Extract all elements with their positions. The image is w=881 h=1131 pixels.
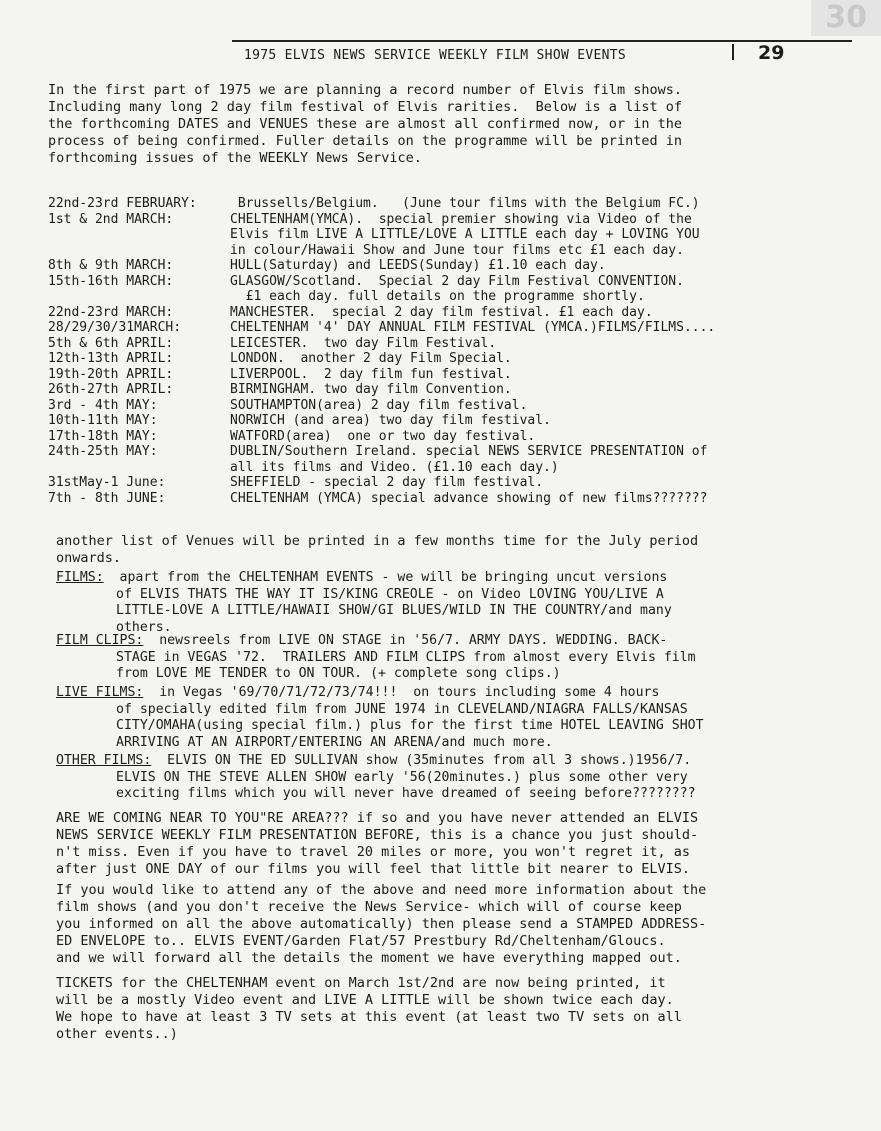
- films-first-line: apart from the CHELTENHAM EVENTS - we will be bringing uncut versions: [103, 570, 668, 585]
- other-films-label: OTHER FILMS:: [56, 753, 152, 768]
- live-films-first-line: in Vegas '69/70/71/72/73/74!!! on tours including some 4 hours: [143, 685, 660, 700]
- schedule-venue: BIRMINGHAM. two day film Convention.: [230, 382, 512, 397]
- schedule-date: 5th & 6th APRIL:: [48, 335, 174, 351]
- schedule-row: [48, 382, 715, 398]
- schedule-date: 17th-18th MAY:: [48, 428, 158, 444]
- other-films-section: [56, 753, 696, 803]
- schedule-date: 19th-20th APRIL:: [48, 366, 174, 382]
- schedule-date: 28/29/30/31MARCH:: [48, 320, 182, 335]
- schedule-date: 7th - 8th JUNE:: [48, 490, 166, 506]
- schedule-row: [48, 444, 715, 460]
- schedule-row: [48, 398, 715, 414]
- schedule-date: 22nd-23rd MARCH:: [48, 304, 174, 320]
- schedule-date: [48, 460, 230, 476]
- schedule-venue: CHELTENHAM '4' DAY ANNUAL FILM FESTIVAL (YMCA.)FILMS/FILMS....: [230, 320, 716, 335]
- tickets-paragraph: TICKETS for the CHELTENHAM event on March 1st/2nd are now being printed, it will be a mostly Video event and LIVE A LITTLE will be shown twice each day. We hope to have at least 3 TV sets at this event (at least two TV sets on all other events..): [56, 975, 682, 1042]
- films-label: FILMS:: [56, 570, 104, 585]
- schedule-date: 24th-25th MAY:: [48, 444, 158, 459]
- schedule-venue: MANCHESTER. special 2 day film festival. £1 each day.: [230, 304, 653, 320]
- film-clips-label: FILM CLIPS:: [56, 633, 144, 648]
- schedule-venue: in colour/Hawaii Show and June tour films etc £1 each day.: [230, 242, 684, 258]
- other-films-body: ELVIS ON THE STEVE ALLEN SHOW early '56(20minutes.) plus some other very exciting films which you will never have dreamed of seeing before????????: [116, 769, 696, 801]
- schedule-date: 15th-16th MARCH:: [48, 273, 174, 289]
- schedule-venue: HULL(Saturday) and LEEDS(Sunday) £1.10 each day.: [230, 258, 606, 273]
- schedule-date: 3rd - 4th MAY:: [48, 397, 158, 413]
- films-section: [56, 570, 672, 636]
- schedule-venue: DUBLIN/Southern Ireland. special NEWS SERVICE PRESENTATION of: [230, 444, 708, 459]
- schedule-venue: LIVERPOOL. 2 day film fun festival.: [230, 366, 512, 382]
- schedule-row: [48, 274, 715, 290]
- live-films-body: of specially edited film from JUNE 1974 in CLEVELAND/NIAGRA FALLS/KANSAS CITY/OMAHA(using special film.) plus for the first time HOTEL LEAVING SHOT ARRIVING AT AN AIRPORT/ENTERING AN ARENA/and much more.: [116, 701, 704, 750]
- schedule-date: 22nd-23rd FEBRUARY:: [48, 196, 197, 211]
- schedule-venue: WATFORD(area) one or two day festival.: [230, 428, 536, 444]
- schedule-row: [48, 212, 715, 228]
- page-number: 29: [758, 42, 785, 64]
- schedule-row: [48, 289, 715, 305]
- schedule-venue: GLASGOW/Scotland. Special 2 day Film Festival CONVENTION.: [230, 273, 684, 289]
- schedule-row: [48, 367, 715, 383]
- onwards-paragraph: another list of Venues will be printed in a few months time for the July period onwards.: [56, 533, 699, 566]
- schedule-venue: CHELTENHAM (YMCA) special advance showing of new films???????: [230, 490, 708, 506]
- schedule-venue: all its films and Video. (£1.10 each day.): [230, 459, 559, 475]
- schedule-date: [48, 243, 230, 259]
- attend-paragraph: If you would like to attend any of the above and need more information about the film shows (and you don't receive the News Service- which will of course keep you informed on all the above automatically) then please send a STAMPED ADDRESS- ED ENVELOPE to.. ELVIS EVENT/Garden Flat/57 Prestbury Rd/Cheltenham/Gloucs. and we will forward all the details the moment we have everything mapped out.: [56, 882, 707, 966]
- intro-paragraph: In the first part of 1975 we are planning a record number of Elvis film shows. Including many long 2 day film festival of Elvis rarities. Below is a list of the forthcoming DATES and VENUES these are almost all confirmed now, or in the process of being confirmed. Fuller details on the programme will be printed in forthcoming issues of the WEEKLY News Service.: [48, 82, 682, 166]
- schedule-row: [48, 336, 715, 352]
- schedule-row: [48, 351, 715, 367]
- schedule-row: [48, 196, 715, 212]
- adjacent-page-number: 30: [825, 0, 867, 35]
- schedule-row: [48, 227, 715, 243]
- schedule-venue: £1 each day. full details on the programme shortly.: [230, 289, 645, 304]
- schedule-date: 8th & 9th MARCH:: [48, 258, 174, 273]
- near-you-paragraph: ARE WE COMING NEAR TO YOU"RE AREA??? if so and you have never attended an ELVIS NEWS SERVICE WEEKLY FILM PRESENTATION BEFORE, this is a chance you just should- n't miss. Even if you have to travel 20 miles or more, you won't regret it, as after just ONE DAY of our films you will feel that little bit nearer to ELVIS.: [56, 810, 699, 877]
- schedule-list: [48, 196, 715, 506]
- page-header: [232, 40, 852, 72]
- schedule-venue: LONDON. another 2 day Film Special.: [230, 351, 512, 366]
- schedule-row: [48, 491, 715, 507]
- schedule-row: [48, 243, 715, 259]
- schedule-venue: LEICESTER. two day Film Festival.: [230, 335, 497, 351]
- schedule-date: [48, 227, 230, 243]
- schedule-date: 10th-11th MAY:: [48, 413, 158, 428]
- schedule-row: [48, 320, 715, 336]
- schedule-row: [48, 475, 715, 491]
- schedule-venue: Brussells/Belgium. (June tour films with the Belgium FC.): [230, 196, 700, 211]
- film-clips-body: STAGE in VEGAS '72. TRAILERS AND FILM CLIPS from almost every Elvis film from LOVE ME TENDER to ON TOUR. (+ complete song clips.): [116, 649, 696, 681]
- live-films-label: LIVE FILMS:: [56, 685, 144, 700]
- other-films-first-line: ELVIS ON THE ED SULLIVAN show (35minutes from all 3 shows.)1956/7.: [151, 753, 692, 768]
- film-clips-section: [56, 633, 696, 683]
- schedule-date: 26th-27th APRIL:: [48, 382, 174, 397]
- schedule-date: 1st & 2nd MARCH:: [48, 211, 174, 227]
- header-title: 1975 ELVIS NEWS SERVICE WEEKLY FILM SHOW EVENTS: [244, 48, 626, 63]
- schedule-date: 12th-13th APRIL:: [48, 351, 174, 366]
- schedule-date: [48, 289, 230, 305]
- schedule-venue: Elvis film LIVE A LITTLE/LOVE A LITTLE each day + LOVING YOU: [230, 227, 700, 242]
- schedule-row: [48, 460, 715, 476]
- schedule-row: [48, 305, 715, 321]
- live-films-section: [56, 685, 704, 751]
- film-clips-first-line: newsreels from LIVE ON STAGE in '56/7. ARMY DAYS. WEDDING. BACK-: [143, 633, 668, 648]
- schedule-venue: CHELTENHAM(YMCA). special premier showing via Video of the: [230, 211, 692, 227]
- schedule-row: [48, 429, 715, 445]
- schedule-venue: SOUTHAMPTON(area) 2 day film festival.: [230, 397, 528, 413]
- schedule-row: [48, 413, 715, 429]
- header-separator: [732, 44, 734, 60]
- schedule-date: 31stMay-1 June:: [48, 475, 166, 490]
- schedule-venue: SHEFFIELD - special 2 day film festival.: [230, 475, 544, 490]
- schedule-row: [48, 258, 715, 274]
- films-body: of ELVIS THATS THE WAY IT IS/KING CREOLE - on Video LOVING YOU/LIVE A LITTLE-LOVE A LITTLE/HAWAII SHOW/GI BLUES/WILD IN THE COUNTRY/and many others.: [116, 586, 672, 635]
- schedule-venue: NORWICH (and area) two day film festival.: [230, 413, 551, 428]
